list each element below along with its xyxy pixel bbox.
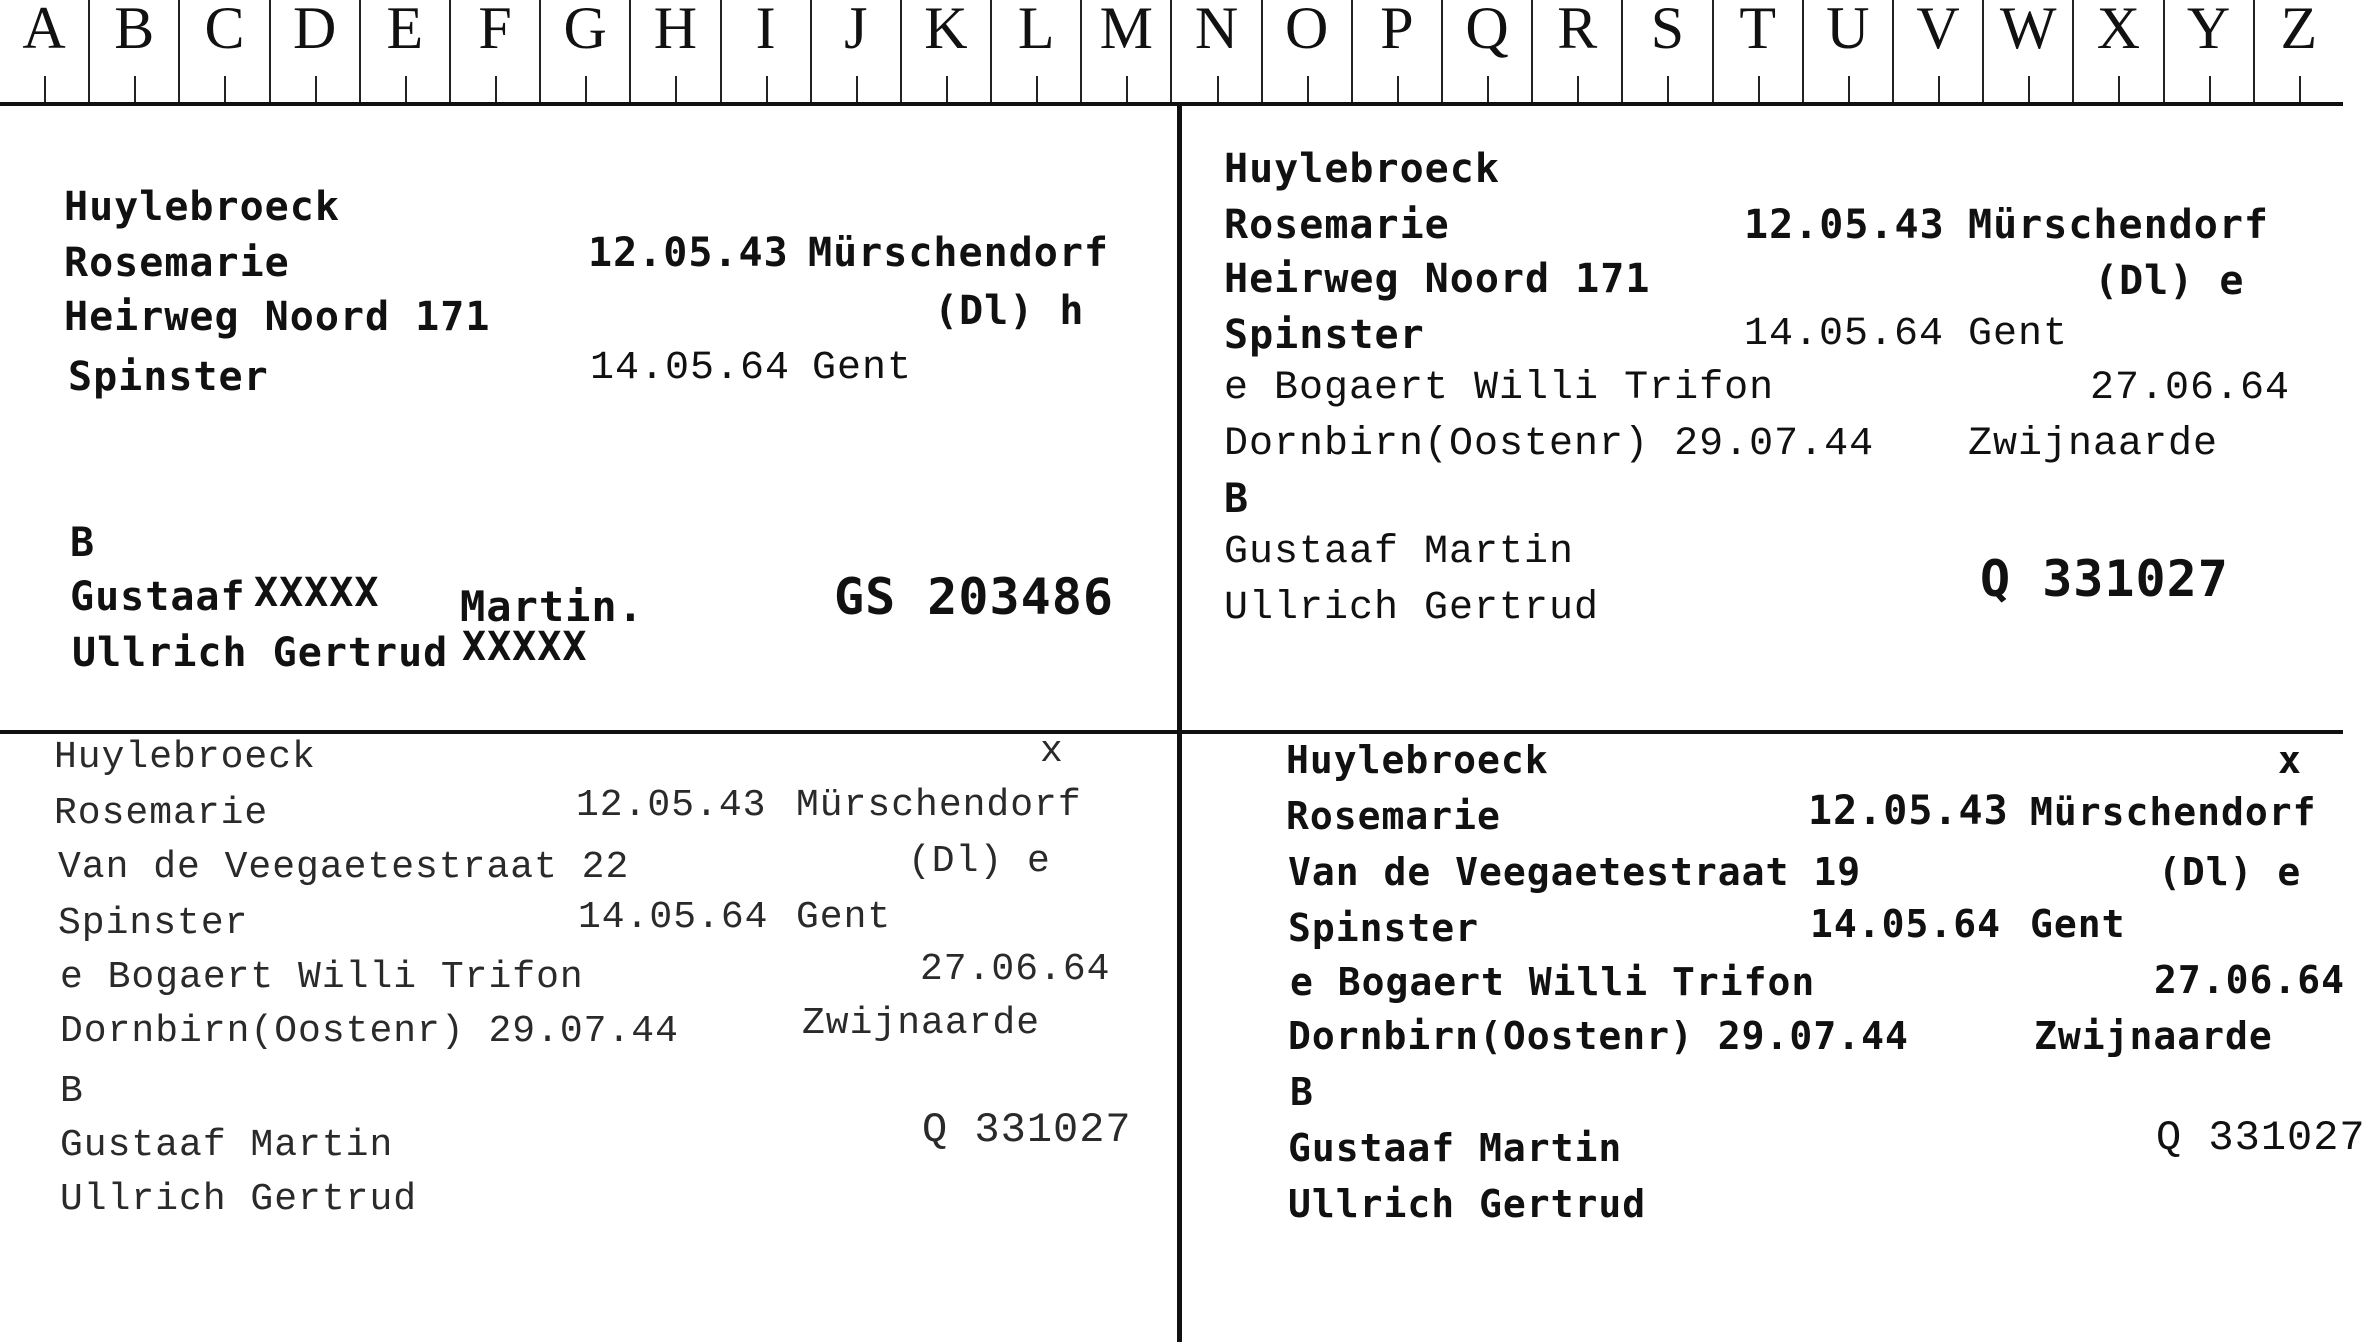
address: Van de Veegaetestraat 19 [1288, 850, 1862, 894]
ruler-letter-z: Z [2280, 0, 2318, 61]
marriage-place: Zwijnaarde [802, 1002, 1041, 1045]
ruler-tick [224, 76, 226, 102]
ruler-tick [1397, 76, 1399, 102]
ruler-letter-q: Q [1465, 0, 1509, 61]
ruler-letter-b: B [114, 0, 155, 61]
check-mark: x [2278, 738, 2302, 782]
ruler-letter-d: D [292, 0, 337, 61]
ruler-letter-s: S [1650, 0, 1685, 61]
address: Heirweg Noord 171 [1224, 256, 1651, 302]
ruler-cell-i [722, 0, 812, 102]
father-overstrike: XXXXX [254, 570, 380, 616]
ruler-cell-t [1714, 0, 1804, 102]
ruler-cell-d [271, 0, 361, 102]
horizontal-divider-left [0, 730, 1180, 734]
region-code: (Dl) h [934, 288, 1085, 334]
ruler-letter-a: A [22, 0, 66, 61]
event-place: Gent [1968, 312, 2069, 357]
code-letter: B [60, 1070, 84, 1113]
event-place: Gent [796, 896, 892, 939]
ruler-cell-z [2255, 0, 2343, 102]
ruler-tick [675, 76, 677, 102]
ruler-letter-o: O [1285, 0, 1329, 61]
mother-overstrike: XXXXX [462, 624, 588, 670]
registration-number: Q 331027 [1980, 550, 2229, 608]
ruler-letter-x: X [2096, 0, 2141, 61]
given-name: Rosemarie [1224, 202, 1450, 248]
spouse-birth: Dornbirn(Oostenr) 29.07.44 [60, 1010, 679, 1053]
region-code: (Dl) e [908, 840, 1051, 883]
ruler-tick [1126, 76, 1128, 102]
ruler-letter-r: R [1557, 0, 1598, 61]
alphabet-ruler [0, 0, 2343, 106]
event-place: Gent [2030, 902, 2126, 946]
ruler-cell-x [2074, 0, 2164, 102]
birth-place: Mürschendorf [796, 784, 1082, 827]
spouse: e Bogaert Willi Trifon [1224, 366, 1775, 411]
ruler-tick [766, 76, 768, 102]
ruler-cell-f [451, 0, 541, 102]
birth-date: 12.05.43 [1808, 788, 2009, 834]
ruler-cell-n [1172, 0, 1262, 102]
ruler-tick [2299, 76, 2301, 102]
ruler-cell-q [1443, 0, 1533, 102]
ruler-letter-t: T [1739, 0, 1776, 61]
father-name: Gustaaf Martin [60, 1124, 394, 1167]
ruler-tick [2118, 76, 2120, 102]
ruler-letter-e: E [386, 0, 424, 61]
address: Heirweg Noord 171 [64, 294, 491, 340]
ruler-tick [2028, 76, 2030, 102]
ruler-tick [1217, 76, 1219, 102]
marriage-place: Zwijnaarde [2034, 1014, 2273, 1058]
ruler-letter-p: P [1380, 0, 1414, 61]
event-date: 14.05.64 [578, 896, 769, 939]
ruler-cell-o [1263, 0, 1353, 102]
vertical-divider [1177, 106, 1182, 1342]
ruler-tick [2209, 76, 2211, 102]
mother-name: Ullrich Gertrud [1288, 1182, 1647, 1226]
code-letter: B [1224, 476, 1250, 522]
ruler-cell-k [902, 0, 992, 102]
marriage-place: Zwijnaarde [1968, 422, 2219, 467]
birth-place: Mürschendorf [808, 230, 1109, 276]
spouse: e Bogaert Willi Trifon [60, 956, 584, 999]
region-code: (Dl) e [2094, 258, 2245, 304]
ruler-tick [134, 76, 136, 102]
ruler-tick [1487, 76, 1489, 102]
ruler-letter-u: U [1826, 0, 1870, 61]
mother-name: Ullrich Gertrud [72, 630, 449, 676]
event-date: 14.05.64 [1744, 312, 1945, 357]
ruler-tick [1667, 76, 1669, 102]
birth-place: Mürschendorf [1968, 202, 2269, 248]
ruler-letter-c: C [204, 0, 245, 61]
region-code: (Dl) e [2158, 850, 2302, 894]
ruler-cell-l [992, 0, 1082, 102]
father-name: Gustaaf Martin [1288, 1126, 1623, 1170]
ruler-letter-v: V [1916, 0, 1960, 61]
registration-number: GS 203486 [834, 568, 1114, 626]
birth-date: 12.05.43 [576, 784, 767, 827]
mother-name: Ullrich Gertrud [60, 1178, 418, 1221]
status: Spinster [68, 354, 269, 400]
given-name: Rosemarie [1286, 794, 1501, 838]
ruler-cell-e [361, 0, 451, 102]
father-name: Gustaaf [70, 574, 246, 620]
given-name: Rosemarie [54, 792, 269, 835]
ruler-cell-b [90, 0, 180, 102]
code-letter: B [1290, 1070, 1314, 1114]
mother-name: Ullrich Gertrud [1224, 586, 1600, 631]
birth-place: Mürschendorf [2030, 790, 2317, 834]
ruler-letter-k: K [924, 0, 968, 61]
surname: Huylebroeck [64, 184, 340, 230]
event-date: 14.05.64 [1810, 902, 2002, 946]
ruler-cell-m [1082, 0, 1172, 102]
surname: Huylebroeck [1224, 146, 1500, 192]
ruler-letter-g: G [563, 0, 607, 61]
ruler-tick [1036, 76, 1038, 102]
ruler-cell-g [541, 0, 631, 102]
ruler-tick [946, 76, 948, 102]
ruler-cell-c [180, 0, 270, 102]
ruler-letter-f: F [478, 0, 512, 61]
ruler-tick [585, 76, 587, 102]
given-name: Rosemarie [64, 240, 290, 286]
father-name: Gustaaf Martin [1224, 530, 1575, 575]
ruler-letter-h: H [653, 0, 698, 61]
surname: Huylebroeck [1286, 738, 1549, 782]
ruler-tick [405, 76, 407, 102]
marriage-date: 27.06.64 [920, 948, 1111, 991]
ruler-letter-w: W [1999, 0, 2057, 61]
ruler-cell-y [2165, 0, 2255, 102]
ruler-cell-r [1533, 0, 1623, 102]
ruler-tick [495, 76, 497, 102]
ruler-tick [1577, 76, 1579, 102]
status: Spinster [1288, 906, 1480, 950]
ruler-letter-n: N [1194, 0, 1239, 61]
ruler-tick [315, 76, 317, 102]
event-date: 14.05.64 [590, 346, 791, 391]
spouse: e Bogaert Willi Trifon [1290, 960, 1816, 1004]
ruler-cell-w [1984, 0, 2074, 102]
ruler-tick [1758, 76, 1760, 102]
address: Van de Veegaetestraat 22 [58, 846, 630, 889]
status: Spinster [58, 902, 249, 945]
father-retyped: Martin. [460, 582, 645, 631]
horizontal-divider-right [1180, 730, 2343, 734]
spouse-birth: Dornbirn(Oostenr) 29.07.44 [1288, 1014, 1909, 1058]
ruler-cell-h [631, 0, 721, 102]
surname: Huylebroeck [54, 736, 316, 779]
ruler-cell-a [0, 0, 90, 102]
ruler-tick [1938, 76, 1940, 102]
ruler-cell-v [1894, 0, 1984, 102]
birth-date: 12.05.43 [1744, 202, 1945, 248]
ruler-letter-y: Y [2186, 0, 2231, 61]
marriage-date: 27.06.64 [2090, 366, 2291, 411]
ruler-cell-j [812, 0, 902, 102]
ruler-letter-j: J [844, 0, 868, 61]
check-mark: x [1040, 730, 1064, 773]
ruler-tick [856, 76, 858, 102]
ruler-tick [1307, 76, 1309, 102]
registration-number: Q 331027 [2156, 1114, 2366, 1162]
ruler-letter-i: I [755, 0, 776, 61]
ruler-letter-m: M [1099, 0, 1154, 61]
status: Spinster [1224, 312, 1425, 358]
ruler-cell-p [1353, 0, 1443, 102]
registration-number: Q 331027 [922, 1106, 1132, 1154]
ruler-cell-s [1623, 0, 1713, 102]
birth-date: 12.05.43 [588, 230, 789, 276]
spouse-birth: Dornbirn(Oostenr) 29.07.44 [1224, 422, 1875, 467]
ruler-cell-u [1804, 0, 1894, 102]
ruler-tick [1848, 76, 1850, 102]
marriage-date: 27.06.64 [2154, 958, 2346, 1002]
code-letter: B [70, 520, 96, 566]
event-place: Gent [812, 346, 913, 391]
ruler-letter-l: L [1017, 0, 1055, 61]
ruler-tick [44, 76, 46, 102]
